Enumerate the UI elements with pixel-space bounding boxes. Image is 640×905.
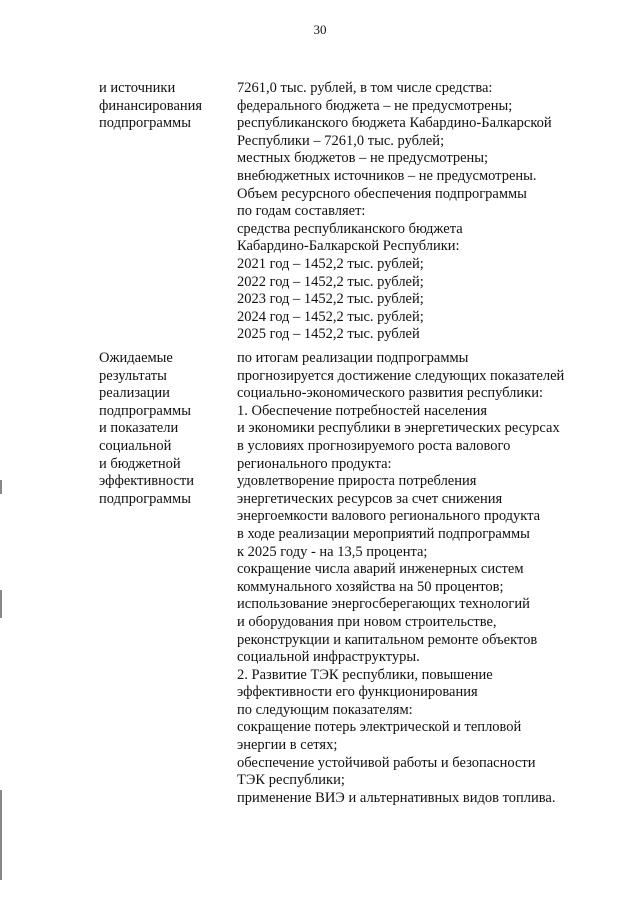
content-line: по годам составляет: — [237, 203, 366, 220]
label-line: эффективности — [99, 473, 194, 490]
expected-results-label — [99, 350, 224, 508]
content-line: 2021 год – 1452,2 тыс. рублей; — [237, 255, 424, 272]
content-line: 2022 год – 1452,2 тыс. рублей; — [237, 273, 424, 290]
content-line: и экономики республики в энергетических ресурсах — [237, 420, 560, 437]
content-line: 2025 год – 1452,2 тыс. рублей — [237, 326, 420, 343]
content-line: регионального продукта: — [237, 455, 392, 472]
content-line: в условиях прогнозируемого роста валового — [237, 437, 511, 454]
content-line: Республики – 7261,0 тыс. рублей; — [237, 132, 445, 149]
content-line: 1. Обеспечение потребностей населения — [237, 402, 487, 419]
content-line: ТЭК республики; — [237, 772, 345, 789]
content-line: местных бюджетов – не предусмотрены; — [237, 150, 489, 167]
content-line: 2. Развитие ТЭК республики, повышение — [237, 666, 493, 683]
content-line: и оборудования при новом строительстве, — [237, 613, 497, 630]
content-line: социально-экономического развития республики: — [237, 385, 544, 402]
scan-edge-mark — [0, 480, 2, 494]
content-line: 7261,0 тыс. рублей, в том числе средства: — [237, 80, 493, 96]
content-line: Объем ресурсного обеспечения подпрограммы — [237, 185, 527, 202]
content-line: средства республиканского бюджета — [237, 220, 463, 237]
content-line: сокращение числа аварий инженерных систем — [237, 561, 524, 578]
financing-content — [237, 80, 627, 344]
content-line: по итогам реализации подпрограммы — [237, 350, 469, 366]
content-line: коммунального хозяйства на 50 процентов; — [237, 578, 504, 595]
label-line: и показатели — [99, 420, 179, 437]
content-line: республиканского бюджета Кабардино-Балкарской — [237, 115, 552, 132]
label-line: финансирования — [99, 97, 203, 114]
label-line: и бюджетной — [99, 455, 181, 472]
content-line: федерального бюджета – не предусмотрены; — [237, 97, 513, 114]
content-line: энергии в сетях; — [237, 737, 338, 754]
label-line: результаты — [99, 367, 167, 384]
page-number: 30 — [313, 22, 327, 37]
content-line: к 2025 году - на 13,5 процента; — [237, 543, 428, 560]
content-line: внебюджетных источников – не предусмотрены. — [237, 167, 537, 184]
content-line: удовлетворение прироста потребления — [237, 473, 477, 490]
label-line: реализации — [99, 385, 170, 402]
label-line: подпрограммы — [99, 490, 191, 507]
content-line: реконструкции и капитальном ремонте объектов — [237, 631, 538, 648]
content-line: сокращение потерь электрической и тепловой — [237, 719, 522, 736]
content-line: эффективности его функционирования — [237, 684, 478, 701]
content-line: социальной инфраструктуры. — [237, 649, 420, 666]
content-line: энергетических ресурсов за счет снижения — [237, 490, 503, 507]
scan-edge-mark — [0, 590, 2, 618]
label-line: социальной — [99, 437, 172, 454]
content-line: в ходе реализации мероприятий подпрограммы — [237, 525, 530, 542]
scan-edge-mark — [0, 790, 2, 880]
content-line: 2024 год – 1452,2 тыс. рублей; — [237, 308, 424, 325]
expected-results-content — [237, 350, 627, 807]
label-line: подпрограммы — [99, 115, 191, 132]
financing-label — [99, 80, 224, 133]
content-line: использование энергосберегающих технологий — [237, 596, 530, 613]
content-line: по следующим показателям: — [237, 701, 413, 718]
content-line: обеспечение устойчивой работы и безопасности — [237, 754, 536, 771]
label-line: Ожидаемые — [99, 350, 173, 366]
content-line: энергоемкости валового регионального продукта — [237, 508, 541, 525]
content-line: прогнозируется достижение следующих показателей — [237, 367, 565, 384]
content-line: 2023 год – 1452,2 тыс. рублей; — [237, 291, 424, 308]
content-line: Кабардино-Балкарской Республики: — [237, 238, 460, 255]
label-line: подпрограммы — [99, 402, 191, 419]
content-line: применение ВИЭ и альтернативных видов топлива. — [237, 789, 556, 806]
label-line: и источники — [99, 80, 176, 96]
